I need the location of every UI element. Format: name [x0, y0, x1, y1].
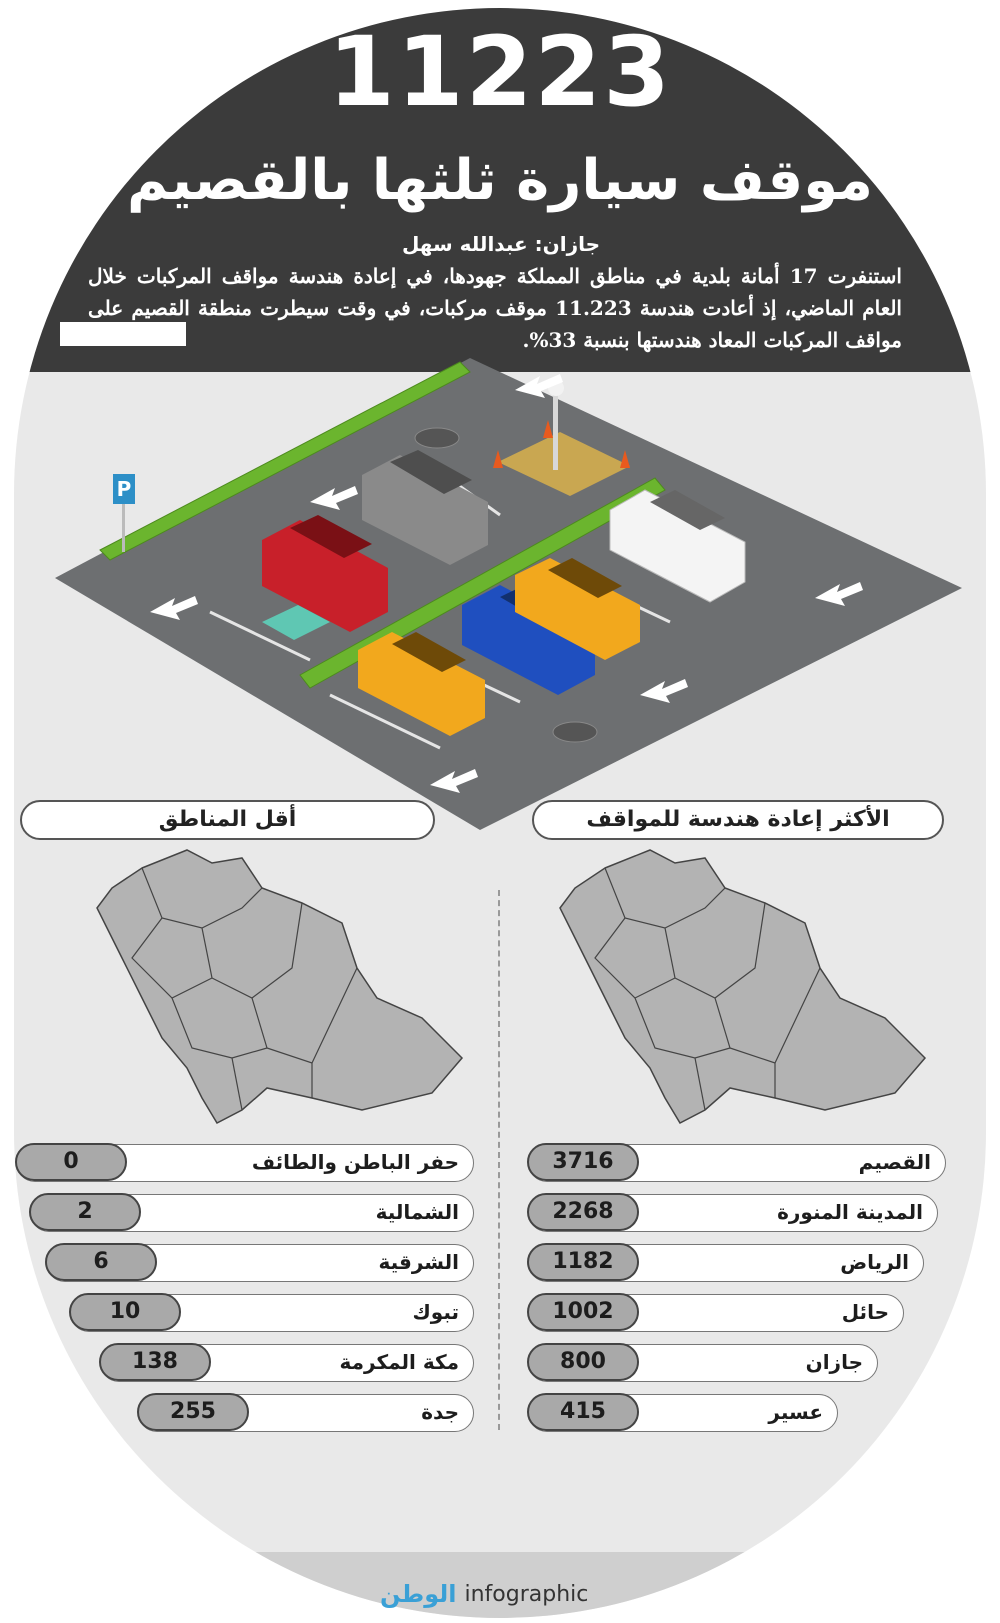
- most-value-4: 1002: [527, 1293, 639, 1331]
- logo-english: infographic: [464, 1581, 589, 1607]
- most-region-2: المدينة المنورة: [777, 1200, 923, 1224]
- least-row-3: [46, 1244, 474, 1282]
- most-region-4: حائل: [841, 1300, 889, 1324]
- least-region-5: مكة المكرمة: [339, 1350, 459, 1374]
- least-region-1: حفر الباطن والطائف: [251, 1150, 459, 1174]
- least-region-2: الشمالية: [375, 1200, 459, 1224]
- least-section-title: أقل المناطق: [20, 800, 435, 840]
- most-value-6: 415: [527, 1393, 639, 1431]
- most-value-2: 2268: [527, 1193, 639, 1231]
- most-section-title: الأكثر إعادة هندسة للمواقف: [532, 800, 944, 840]
- least-region-3: الشرقية: [378, 1250, 459, 1274]
- logo-arabic: الوطن: [380, 1580, 457, 1608]
- most-row-2: [528, 1194, 938, 1232]
- most-row-4: [528, 1294, 904, 1332]
- least-value-6: 255: [137, 1393, 249, 1431]
- lamp-pole: [553, 390, 558, 470]
- most-value-3: 1182: [527, 1243, 639, 1281]
- most-region-1: القصيم: [858, 1150, 931, 1174]
- section-divider: [498, 890, 500, 1430]
- least-value-1: 0: [15, 1143, 127, 1181]
- most-value-1: 3716: [527, 1143, 639, 1181]
- lead-paragraph: استنفرت 17 أمانة بلدية في مناطق المملكة جهودها، في إعادة هندسة مواقف المركبات خلال العام الماضي، إذ أعادت هندسة 11.223 موقف مركبات، في وقت سيطرت منطقة القصيم على مواقف المركبات المعاد هندستها بنسبة 33%.: [88, 264, 902, 352]
- most-row-6: [528, 1394, 838, 1432]
- least-value-3: 6: [45, 1243, 157, 1281]
- least-row-6: [138, 1394, 474, 1432]
- saudi-map-least: [92, 848, 472, 1128]
- most-row-3: [528, 1244, 924, 1282]
- least-region-6: جدة: [421, 1400, 459, 1424]
- byline: جازان: عبدالله سهل: [401, 232, 600, 256]
- redaction-box: [60, 322, 186, 346]
- headline-number: 11223: [328, 16, 672, 128]
- least-region-4: تبوك: [412, 1300, 459, 1324]
- most-value-5: 800: [527, 1343, 639, 1381]
- publisher-logo: [380, 1578, 588, 1610]
- least-row-2: [30, 1194, 474, 1232]
- most-row-5: [528, 1344, 878, 1382]
- manhole-2: [553, 722, 597, 742]
- parking-lot-illustration: [0, 350, 1000, 850]
- manhole-1: [415, 428, 459, 448]
- least-value-5: 138: [99, 1343, 211, 1381]
- parking-sign-letter: P: [116, 477, 132, 501]
- most-region-5: جازان: [805, 1350, 863, 1374]
- most-region-3: الرياض: [840, 1250, 909, 1274]
- headline-title: موقف سيارة ثلثها بالقصيم: [127, 148, 873, 213]
- least-row-4: [70, 1294, 474, 1332]
- saudi-map-most: [555, 848, 935, 1128]
- least-value-4: 10: [69, 1293, 181, 1331]
- least-row-1: [16, 1144, 474, 1182]
- least-value-2: 2: [29, 1193, 141, 1231]
- parking-sign-pole: [122, 500, 125, 552]
- most-region-6: عسير: [768, 1400, 823, 1424]
- least-row-5: [100, 1344, 474, 1382]
- most-row-1: [528, 1144, 946, 1182]
